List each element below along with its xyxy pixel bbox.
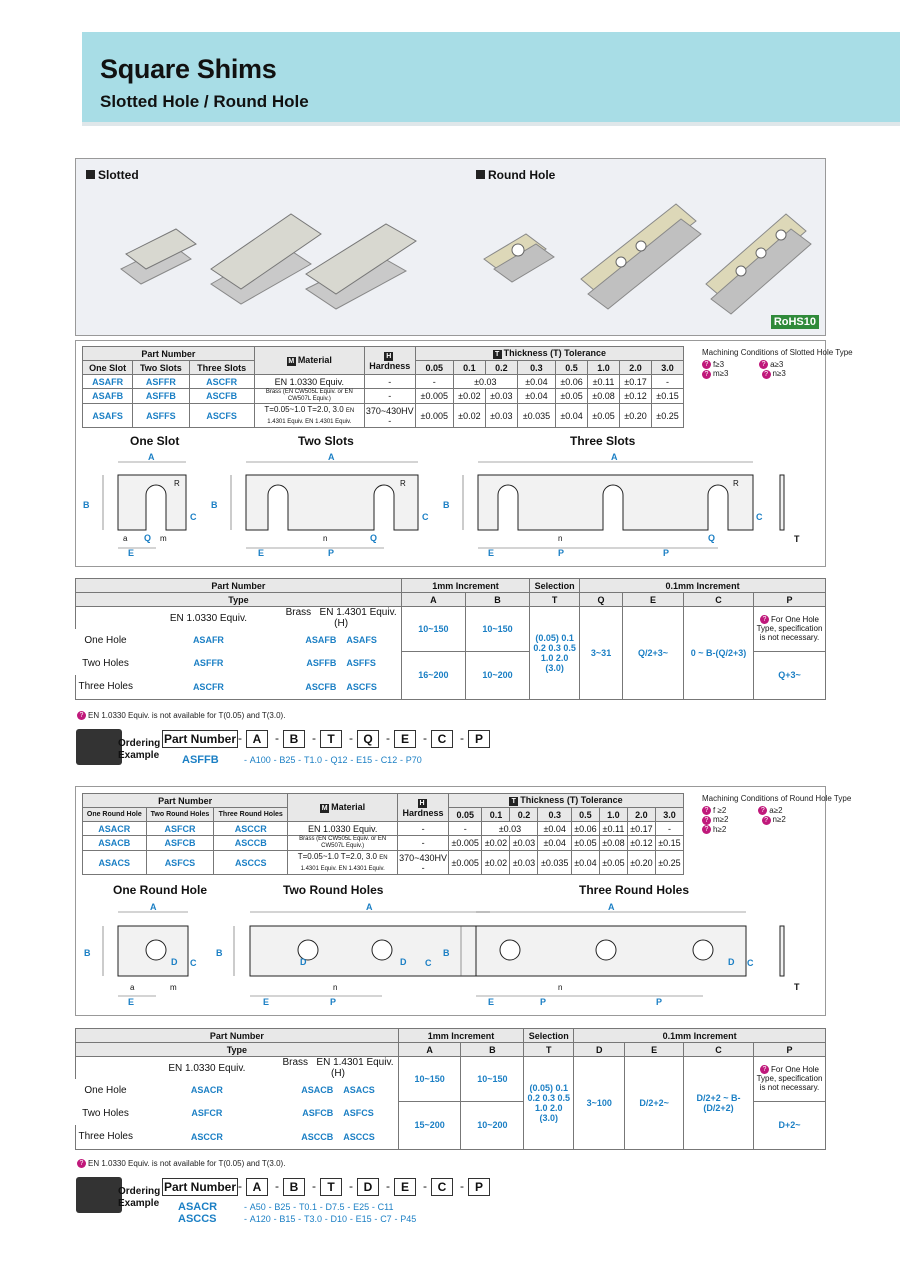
- svg-text:R: R: [733, 479, 739, 488]
- order-segment-d: D: [357, 1178, 379, 1196]
- svg-text:C: C: [190, 512, 197, 522]
- svg-text:R: R: [400, 479, 406, 488]
- svg-text:C: C: [747, 958, 754, 968]
- order-dash: -: [238, 731, 242, 745]
- svg-text:P: P: [558, 548, 565, 558]
- one-slot-caption: One Slot: [130, 434, 180, 448]
- order-segment-c: C: [431, 1178, 453, 1196]
- svg-text:D: D: [171, 957, 178, 967]
- order-segment-p: P: [468, 730, 490, 748]
- svg-text:E: E: [128, 548, 135, 558]
- order-dash: -: [312, 731, 316, 745]
- order-segment-b: B: [283, 730, 305, 748]
- order-segment-a: A: [246, 730, 268, 748]
- part-number-box-2: Part Number: [163, 1180, 237, 1194]
- svg-text:R: R: [174, 479, 180, 488]
- ordering-example-label-2: Ordering Example: [118, 1186, 161, 1209]
- svg-text:E: E: [128, 997, 135, 1007]
- order-dash: -: [423, 1179, 427, 1193]
- order-dash: -: [460, 1179, 464, 1193]
- svg-text:E: E: [488, 548, 495, 558]
- order-segment-c: C: [431, 730, 453, 748]
- svg-text:E: E: [258, 548, 265, 558]
- svg-text:m: m: [160, 534, 167, 543]
- order-dash: -: [312, 1179, 316, 1193]
- note-1: ? EN 1.0330 Equiv. is not available for T(0.05) and T(3.0).: [77, 711, 285, 720]
- svg-text:C: C: [425, 958, 432, 968]
- part-number-box: Part Number: [163, 732, 237, 746]
- svg-text:Q: Q: [370, 533, 378, 543]
- round-spec-table: Part Number M Material HHardness T Thickness (T) Tolerance One Round Hole Two Round Holes Three Round Holes 0.05 0.1 0.2 0.3 0.5 1.0 2.0 3.0 ASACR ASFCR ASCCR EN 1.0330 Equiv. - - ±0.03 ±0.04 ±0.06 ±0.11 ±0.17 - ASACB ASFCB ASCCB Brass (EN CW505L Equiv. or EN CW507L Equiv.) - ±0.005 ±0.02 ±0.03 ±0.04 ±0.05 ±0.08 ±0.12 ±0.15 ASACS ASFCS ASCCS T=0.05~1.0 T=2.0, 3.0 EN 1.4301 Equiv. EN 1.4301 Equiv. 370~430HV - ±0.005 ±0.02 ±0.03 ±0.035 ±0.04 ±0.05 ±0.20 ±0.25: [82, 793, 684, 875]
- order-segment-e: E: [394, 1178, 416, 1196]
- order-dash: -: [460, 731, 464, 745]
- order-example-2a: ASACR: [178, 1201, 218, 1213]
- svg-text:Q: Q: [708, 533, 716, 543]
- three-round-holes-caption: Three Round Holes: [579, 883, 690, 897]
- slot-machining-conditions: Machining Conditions of Slotted Hole Type ? f≥3 ? a≥3 ? m≥3 ? n≥3: [702, 348, 853, 379]
- svg-text:A: A: [148, 452, 155, 462]
- ordering-example-label: Ordering Example: [118, 738, 161, 761]
- svg-text:P: P: [663, 548, 670, 558]
- svg-text:T: T: [794, 534, 800, 544]
- order-dash: -: [386, 1179, 390, 1193]
- order-segment-q: Q: [357, 730, 379, 748]
- header-banner: [82, 32, 900, 122]
- svg-text:D: D: [300, 957, 307, 967]
- svg-text:D: D: [400, 957, 407, 967]
- two-slots-caption: Two Slots: [298, 434, 354, 448]
- svg-text:B: B: [84, 948, 91, 958]
- svg-text:C: C: [756, 512, 763, 522]
- svg-text:m: m: [170, 983, 177, 992]
- order-example-2b-values: - A120 - B15 - T3.0 - D10 - E15 - C7 - P45: [244, 1214, 417, 1224]
- round-size-table: Part Number 1mm Increment Selection 0.1mm Increment Type A B T D E C P EN 1.0330 Equiv. Brass EN 1.4301 Equiv.(H) 10~150 10~150 (0.05) 0.1 0.2 0.3 0.5 1.0 2.0 (3.0) 3~100 D/2+2~ D/2+2 ~ B-(D/2+2) ? For One Hole Type, specification is not necessary. One Hole ASACR ASACB ASACS Two Holes ASFCR ASFCB ASFCS 15~200 10~200 D+2~ Three Holes ASCCR ASCCB ASCCS: [75, 1028, 826, 1150]
- order-dash: -: [275, 731, 279, 745]
- svg-text:D: D: [728, 957, 735, 967]
- slotted-drawings: [78, 450, 818, 560]
- svg-text:A: A: [608, 902, 615, 912]
- svg-text:a: a: [130, 983, 135, 992]
- page-subtitle: Slotted Hole / Round Hole: [100, 92, 309, 111]
- order-segment-t: T: [320, 730, 342, 748]
- svg-text:B: B: [443, 500, 450, 510]
- phone-order-icon: [76, 729, 122, 765]
- svg-text:B: B: [211, 500, 218, 510]
- order-segment-p: P: [468, 1178, 490, 1196]
- svg-text:C: C: [190, 958, 197, 968]
- svg-text:P: P: [330, 997, 337, 1007]
- svg-text:A: A: [328, 452, 335, 462]
- svg-text:n: n: [558, 983, 563, 992]
- slotted-size-table: Part Number 1mm Increment Selection 0.1mm Increment Type A B T Q E C P EN 1.0330 Equiv. Brass EN 1.4301 Equiv.(H) 10~150 10~150 (0.05) 0.1 0.2 0.3 0.5 1.0 2.0 (3.0) 3~31 Q/2+3~ 0 ~ B-(Q/2+3) ? For One Hole Type, specification is not necessary. One Hole ASAFR ASAFB ASAFS Two Holes ASFFR ASFFB ASFFS 16~200 10~200 Q+3~ Three Holes ASCFR ASCFB ASCFS: [75, 578, 826, 700]
- product-photo-panel: [75, 158, 826, 336]
- order-dash: -: [238, 1179, 242, 1193]
- svg-text:Q: Q: [144, 533, 152, 543]
- order-example-2a-values: - A50 - B25 - T0.1 - D7.5 - E25 - C11: [244, 1202, 394, 1212]
- order-example-1-values: - A100 - B25 - T1.0 - Q12 - E15 - C12 - P70: [244, 755, 422, 765]
- svg-text:P: P: [656, 997, 663, 1007]
- round-hole-label: Round Hole: [476, 168, 555, 182]
- two-round-holes-caption: Two Round Holes: [283, 883, 384, 897]
- slotted-spec-table: Part Number M Material HHardness T Thickness (T) Tolerance One Slot Two Slots Three Slots 0.05 0.1 0.2 0.3 0.5 1.0 2.0 3.0 ASAFR ASFFR ASCFR EN 1.0330 Equiv. - - ±0.03 ±0.04 ±0.06 ±0.11 ±0.17 - ASAFB ASFFB ASCFB Brass (EN CW505L Equiv. or EN CW507L Equiv.) - ±0.005 ±0.02 ±0.03 ±0.04 ±0.05 ±0.08 ±0.12 ±0.15 ASAFS ASFFS ASCFS T=0.05~1.0 T=2.0, 3.0 EN 1.4301 Equiv. EN 1.4301 Equiv. 370~430HV - ±0.005 ±0.02 ±0.03 ±0.035 ±0.04 ±0.05 ±0.20 ±0.25: [82, 346, 684, 428]
- order-segment-b: B: [283, 1178, 305, 1196]
- svg-text:E: E: [263, 997, 270, 1007]
- svg-text:A: A: [366, 902, 373, 912]
- order-dash: -: [349, 1179, 353, 1193]
- svg-text:n: n: [333, 983, 338, 992]
- svg-text:P: P: [328, 548, 335, 558]
- order-example-1: ASFFB: [182, 754, 219, 766]
- svg-text:A: A: [150, 902, 157, 912]
- order-dash: -: [386, 731, 390, 745]
- order-dash: -: [423, 731, 427, 745]
- svg-text:B: B: [83, 500, 90, 510]
- round-machining-conditions: Machining Conditions of Round Hole Type ? f ≥2 ? a≥2 ? m≥2 ? n≥2 ? h≥2: [702, 794, 852, 834]
- svg-text:E: E: [488, 997, 495, 1007]
- svg-text:A: A: [611, 452, 618, 462]
- order-segment-a: A: [246, 1178, 268, 1196]
- svg-text:C: C: [422, 512, 429, 522]
- svg-text:a: a: [123, 534, 128, 543]
- svg-text:B: B: [443, 948, 450, 958]
- phone-order-icon-2: [76, 1177, 122, 1213]
- svg-text:T: T: [794, 982, 800, 992]
- order-segment-t: T: [320, 1178, 342, 1196]
- svg-text:n: n: [558, 534, 563, 543]
- rohs-badge: RoHS10: [771, 315, 819, 329]
- page-title: Square Shims: [100, 54, 277, 84]
- order-segment-e: E: [394, 730, 416, 748]
- round-hole-drawings: [78, 898, 818, 1008]
- order-dash: -: [275, 1179, 279, 1193]
- order-example-2b: ASCCS: [178, 1213, 217, 1225]
- svg-text:P: P: [540, 997, 547, 1007]
- note-2: ? EN 1.0330 Equiv. is not available for T(0.05) and T(3.0).: [77, 1159, 285, 1168]
- order-dash: -: [349, 731, 353, 745]
- shim-photos: [76, 159, 826, 337]
- three-slots-caption: Three Slots: [570, 434, 636, 448]
- slotted-label: Slotted: [86, 168, 139, 182]
- svg-text:n: n: [323, 534, 328, 543]
- one-round-hole-caption: One Round Hole: [113, 883, 207, 897]
- svg-text:B: B: [216, 948, 223, 958]
